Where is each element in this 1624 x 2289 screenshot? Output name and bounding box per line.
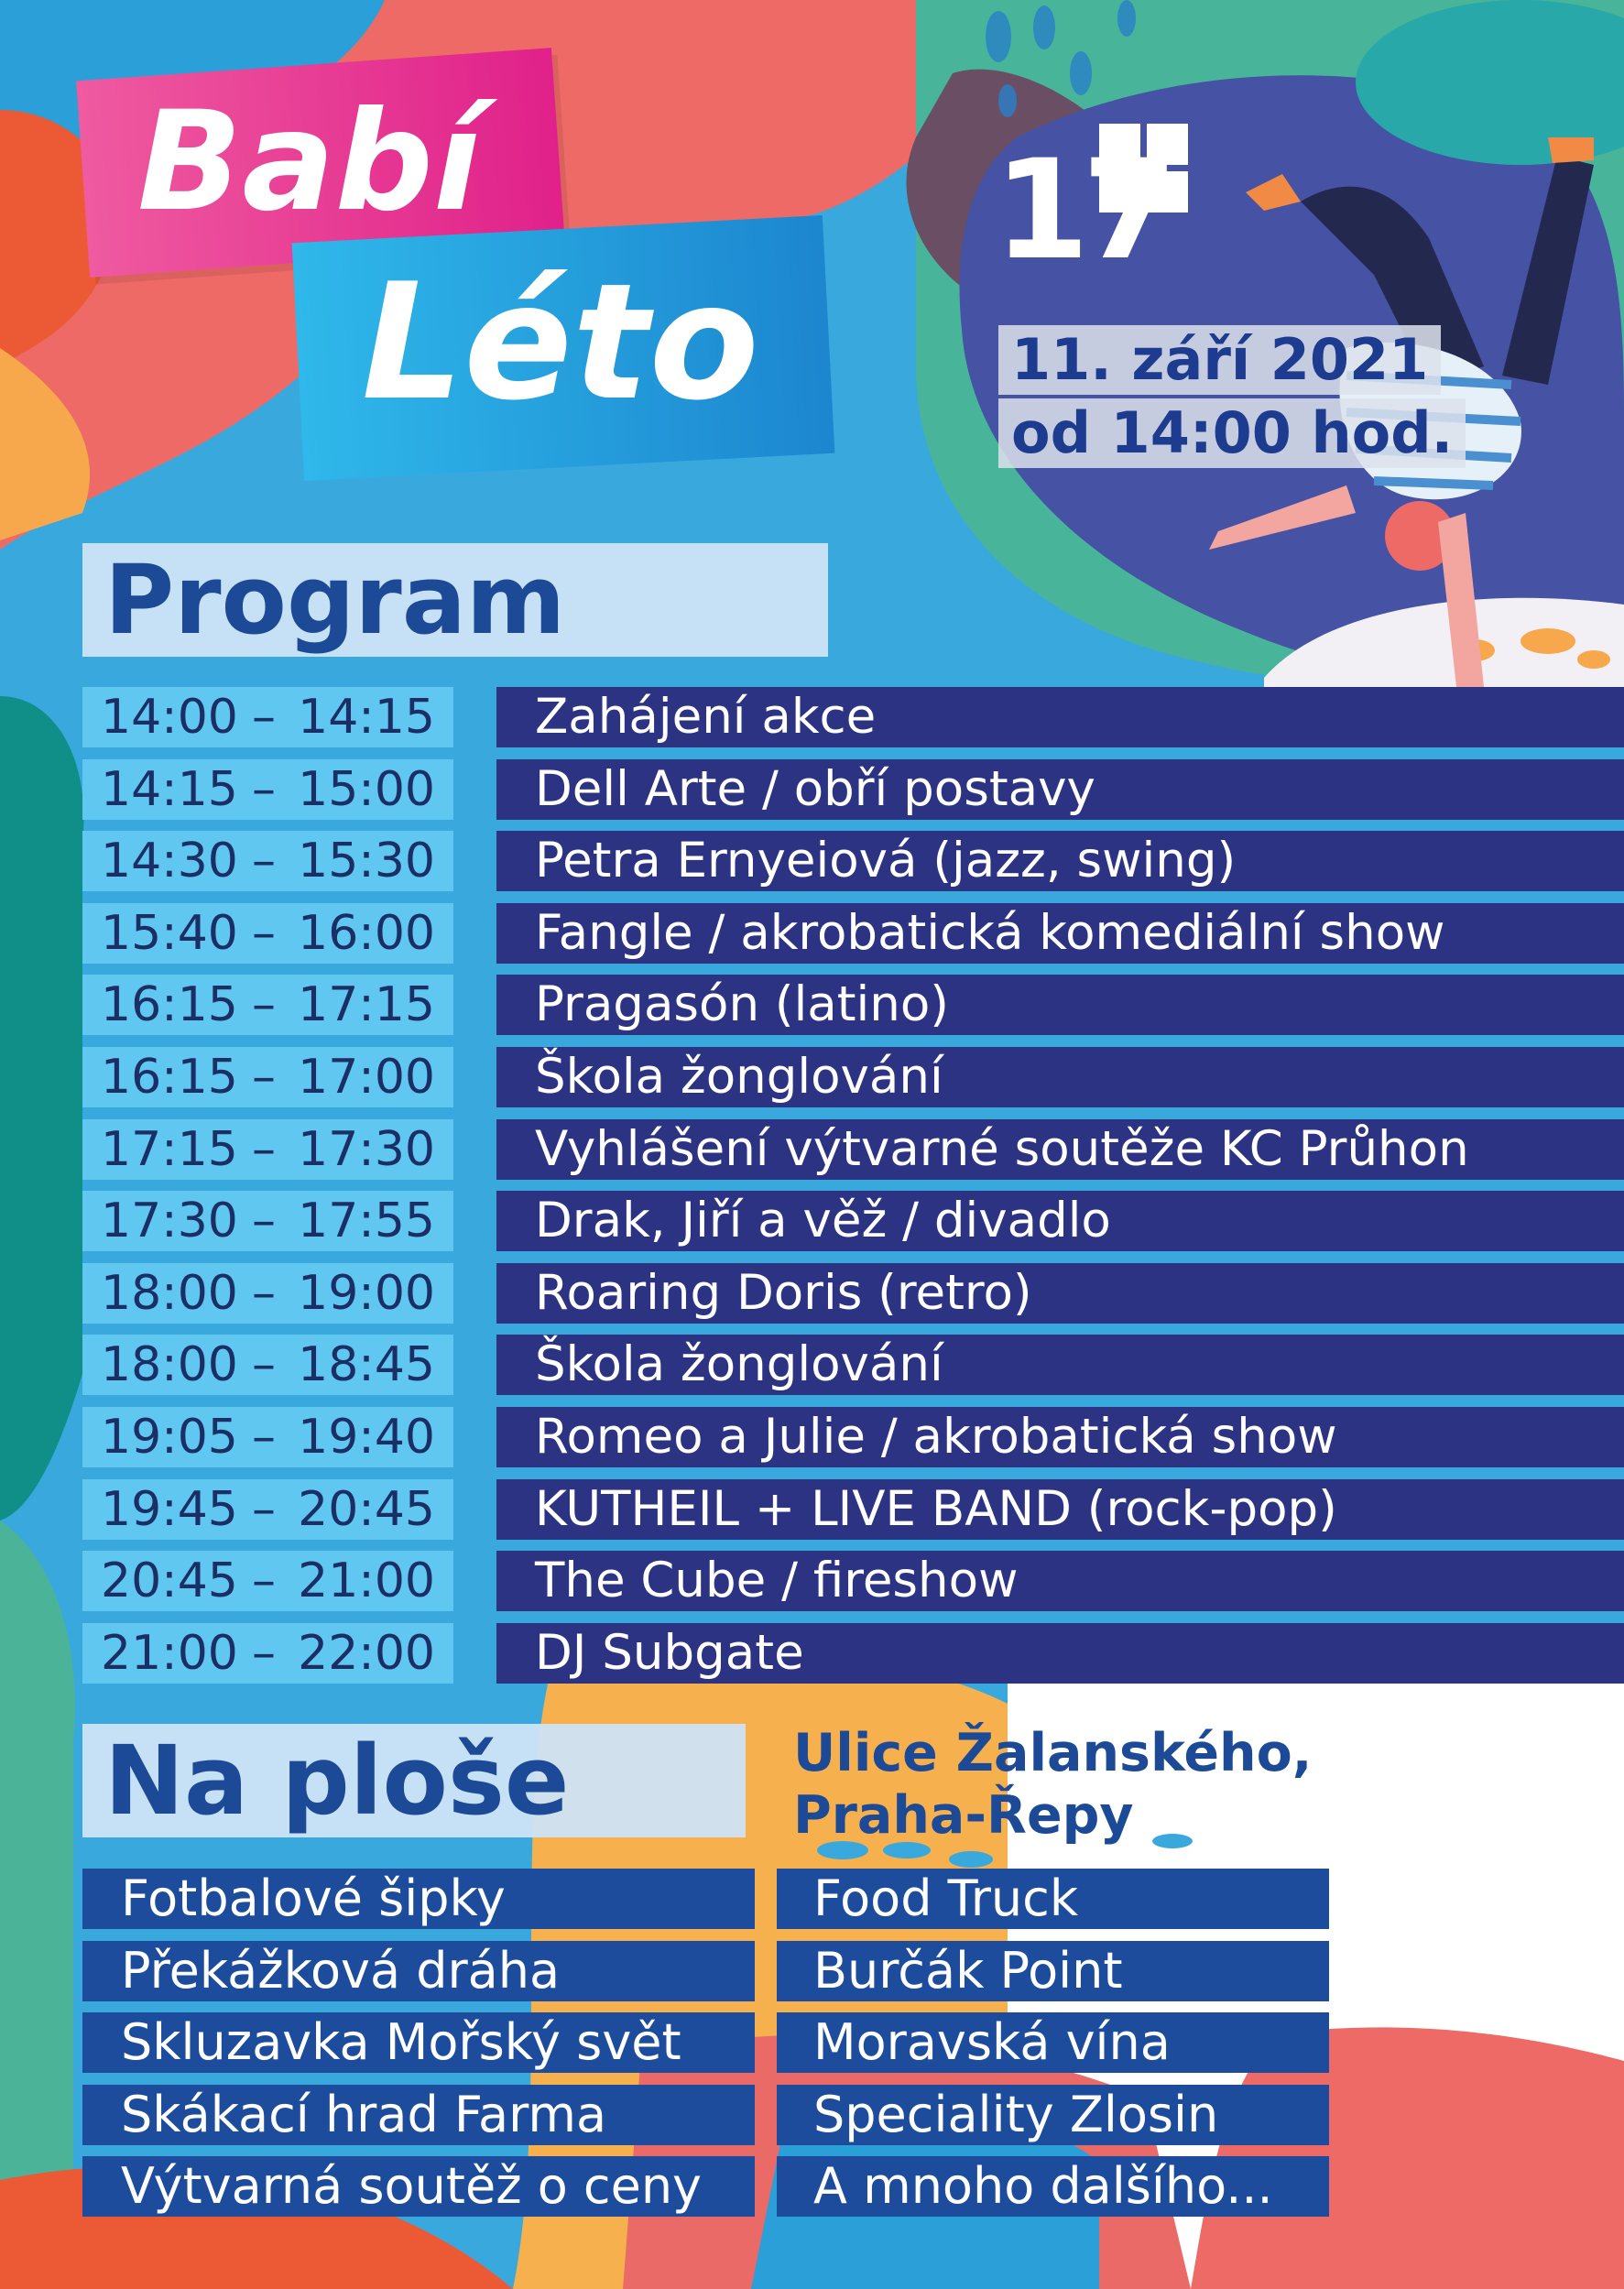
time-end: 17:00 <box>298 1050 435 1105</box>
event-start-time: od 14:00 hod. <box>998 398 1466 468</box>
time-separator: – <box>252 1410 276 1465</box>
time-separator: – <box>252 1553 276 1608</box>
schedule-activity: DJ Subgate <box>496 1623 1624 1684</box>
time-separator: – <box>252 1266 276 1321</box>
time-separator: – <box>252 1482 276 1537</box>
schedule-activity: Drak, Jiří a věž / divadlo <box>496 1191 1624 1251</box>
time-separator: – <box>252 906 276 961</box>
schedule-activity: Roaring Doris (retro) <box>496 1263 1624 1324</box>
time-separator: – <box>252 834 276 888</box>
area-item-right: Burčák Point <box>777 1941 1329 2001</box>
schedule-activity: Pragasón (latino) <box>496 975 1624 1035</box>
time-end: 19:40 <box>298 1410 435 1465</box>
schedule-time <box>82 759 453 820</box>
time-separator: – <box>252 1122 276 1177</box>
schedule-time <box>82 687 453 747</box>
schedule-time <box>82 1119 453 1180</box>
time-end: 21:00 <box>298 1553 435 1608</box>
schedule-activity: The Cube / fireshow <box>496 1551 1624 1611</box>
time-end: 17:55 <box>298 1194 435 1248</box>
schedule-activity: Dell Arte / obří postavy <box>496 759 1624 820</box>
schedule-time <box>82 903 453 964</box>
area-item-left: Skluzavka Mořský svět <box>82 2012 755 2073</box>
address <box>793 1722 1312 1847</box>
time-start: 16:15 <box>101 977 238 1032</box>
schedule-time <box>82 1335 453 1395</box>
area-item-left: Překážková dráha <box>82 1941 755 2001</box>
time-start: 18:00 <box>101 1266 238 1321</box>
schedule-time <box>82 831 453 891</box>
schedule-time <box>82 1407 453 1467</box>
time-end: 22:00 <box>298 1626 435 1681</box>
time-end: 14:15 <box>298 690 435 745</box>
schedule-time <box>82 1623 453 1684</box>
area-item-left: Výtvarná soutěž o ceny <box>82 2156 755 2217</box>
time-separator: – <box>252 977 276 1032</box>
schedule-activity: Škola žonglování <box>496 1335 1624 1395</box>
schedule-activity: Zahájení akce <box>496 687 1624 747</box>
time-start: 17:15 <box>101 1122 238 1177</box>
time-start: 15:40 <box>101 906 238 961</box>
area-item-right: Moravská vína <box>777 2012 1329 2073</box>
schedule-activity: Romeo a Julie / akrobatická show <box>496 1407 1624 1467</box>
area-item-right: A mnoho dalšího... <box>777 2156 1329 2217</box>
schedule-activity: Fangle / akrobatická komediální show <box>496 903 1624 964</box>
time-start: 20:45 <box>101 1553 238 1608</box>
schedule-time <box>82 1479 453 1540</box>
schedule-time <box>82 1263 453 1324</box>
program-heading: Program <box>82 543 828 657</box>
time-start: 17:30 <box>101 1194 238 1248</box>
event-date: 11. září 2021 <box>998 325 1441 395</box>
title-line2: Léto <box>361 250 759 437</box>
time-start: 18:00 <box>101 1337 238 1392</box>
time-end: 20:45 <box>298 1482 435 1537</box>
schedule-time <box>82 975 453 1035</box>
time-end: 17:30 <box>298 1122 435 1177</box>
time-separator: – <box>252 1337 276 1392</box>
logo-17: 17 <box>994 131 1171 290</box>
schedule-activity: KUTHEIL + LIVE BAND (rock-pop) <box>496 1479 1624 1540</box>
time-start: 14:00 <box>101 690 238 745</box>
area-item-left: Skákací hrad Farma <box>82 2085 755 2145</box>
time-separator: – <box>252 1626 276 1681</box>
time-end: 15:30 <box>298 834 435 888</box>
time-end: 16:00 <box>298 906 435 961</box>
schedule-activity: Škola žonglování <box>496 1047 1624 1107</box>
time-start: 14:30 <box>101 834 238 888</box>
time-separator: – <box>252 690 276 745</box>
schedule-time <box>82 1551 453 1611</box>
time-end: 15:00 <box>298 762 435 817</box>
schedule-activity: Vyhlášení výtvarné soutěže KC Průhon <box>496 1119 1624 1180</box>
time-end: 19:00 <box>298 1266 435 1321</box>
time-start: 19:45 <box>101 1482 238 1537</box>
area-item-left: Fotbalové šipky <box>82 1869 755 1929</box>
time-separator: – <box>252 762 276 817</box>
schedule-activity: Petra Ernyeiová (jazz, swing) <box>496 831 1624 891</box>
time-separator: – <box>252 1194 276 1248</box>
title-line1: Babí <box>137 82 481 242</box>
time-start: 14:15 <box>101 762 238 817</box>
time-end: 18:45 <box>298 1337 435 1392</box>
time-end: 17:15 <box>298 977 435 1032</box>
area-item-right: Food Truck <box>777 1869 1329 1929</box>
address-street: Ulice Žalanského, <box>793 1723 1313 1783</box>
time-separator: – <box>252 1050 276 1105</box>
schedule-time <box>82 1047 453 1107</box>
title-leto-banner <box>292 215 835 481</box>
time-start: 19:05 <box>101 1410 238 1465</box>
schedule-time <box>82 1191 453 1251</box>
time-start: 21:00 <box>101 1626 238 1681</box>
area-heading: Na ploše <box>82 1724 746 1837</box>
time-start: 16:15 <box>101 1050 238 1105</box>
area-item-right: Speciality Zlosin <box>777 2085 1329 2145</box>
address-city: Praha-Řepy <box>793 1785 1134 1846</box>
